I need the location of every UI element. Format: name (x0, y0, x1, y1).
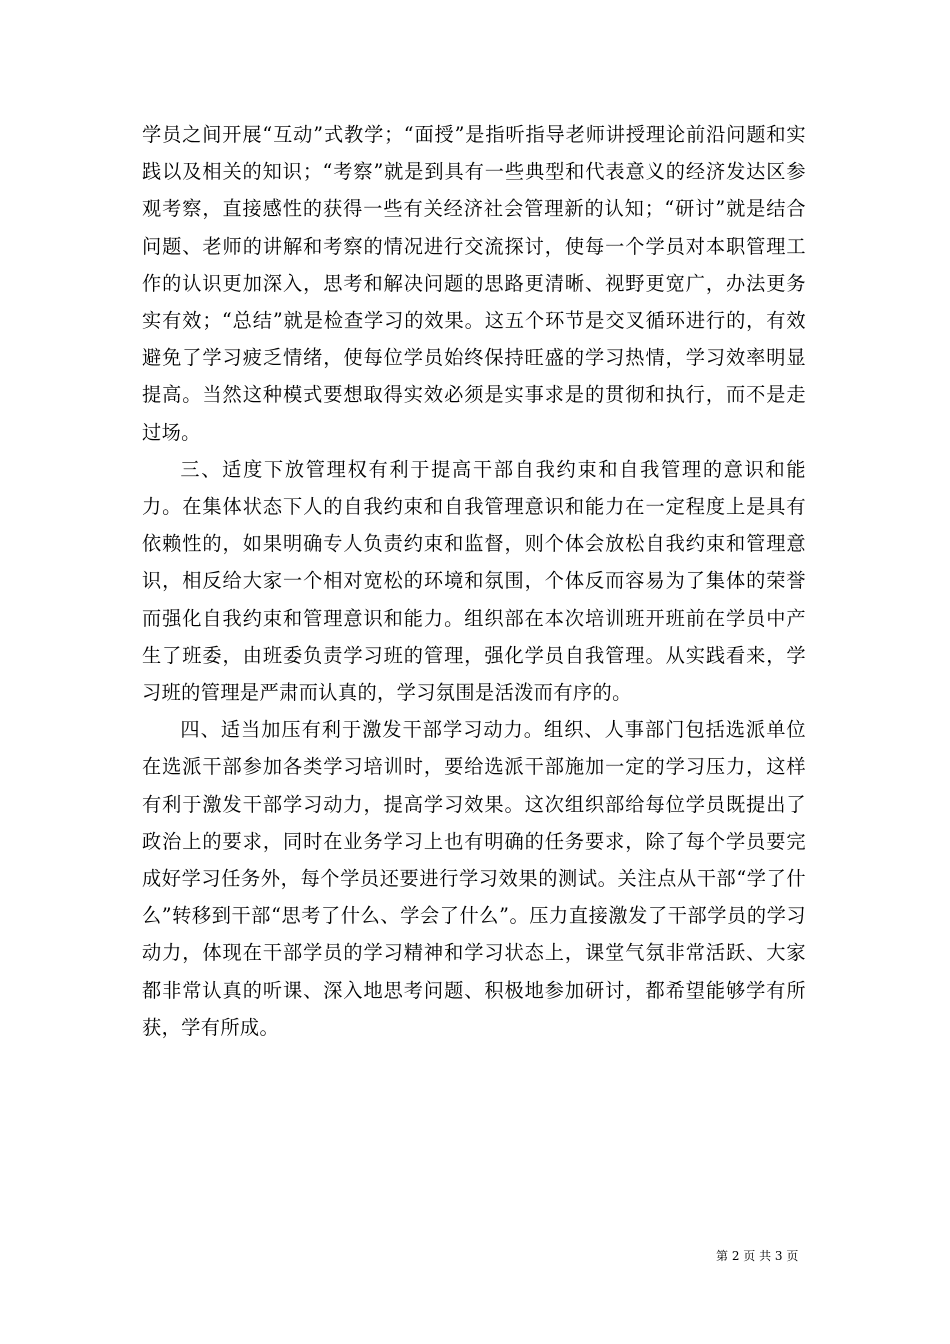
paragraph-2: 三、适度下放管理权有利于提高干部自我约束和自我管理的意识和能力。在集体状态下人的自我约束和自我管理意识和能力在一定程度上是具有依赖性的，如果明确专人负责约束和监督，则个体会放松自我约束和管理意识，相反给大家一个相对宽松的环境和氛围，个体反而容易为了集体的荣誉而强化自我约束和管理意识和能力。组织部在本次培训班开班前在学员中产生了班委，由班委负责学习班的管理，强化学员自我管理。从实践看来，学习班的管理是严肃而认真的，学习氛围是活泼而有序的。 (142, 457, 806, 705)
page-number-footer: 第 2 页 共 3 页 (716, 1249, 799, 1263)
paragraph-1: 学员之间开展“互动”式教学；“面授”是指听指导老师讲授理论前沿问题和实践以及相关的知识；“考察”就是到具有一些典型和代表意义的经济发达区参观考察，直接感性的获得一些有关经济社会管理新的认知；“研讨”就是结合问题、老师的讲解和考察的情况进行交流探讨，使每一个学员对本职管理工作的认识更加深入，思考和解决问题的思路更清晰、视野更宽广，办法更务实有效；“总结”就是检查学习的效果。这五个环节是交叉循环进行的，有效避免了学习疲乏情绪，使每位学员始终保持旺盛的学习热情，学习效率明显提高。当然这种模式要想取得实效必须是实事求是的贯彻和执行，而不是走过场。 (142, 123, 806, 444)
document-body (142, 116, 806, 1046)
paragraph-3: 四、适当加压有利于激发干部学习动力。组织、人事部门包括选派单位在选派干部参加各类学习培训时，要给选派干部施加一定的学习压力，这样有利于激发干部学习动力，提高学习效果。这次组织部给每位学员既提出了政治上的要求，同时在业务学习上也有明确的任务要求，除了每个学员要完成好学习任务外，每个学员还要进行学习效果的测试。关注点从干部“学了什么”转移到干部“思考了什么、学会了什么”。压力直接激发了干部学员的学习动力，体现在干部学员的学习精神和学习状态上，课堂气氛非常活跃、大家都非常认真的听课、深入地思考问题、积极地参加研讨，都希望能够学有所获，学有所成。 (142, 718, 806, 1039)
